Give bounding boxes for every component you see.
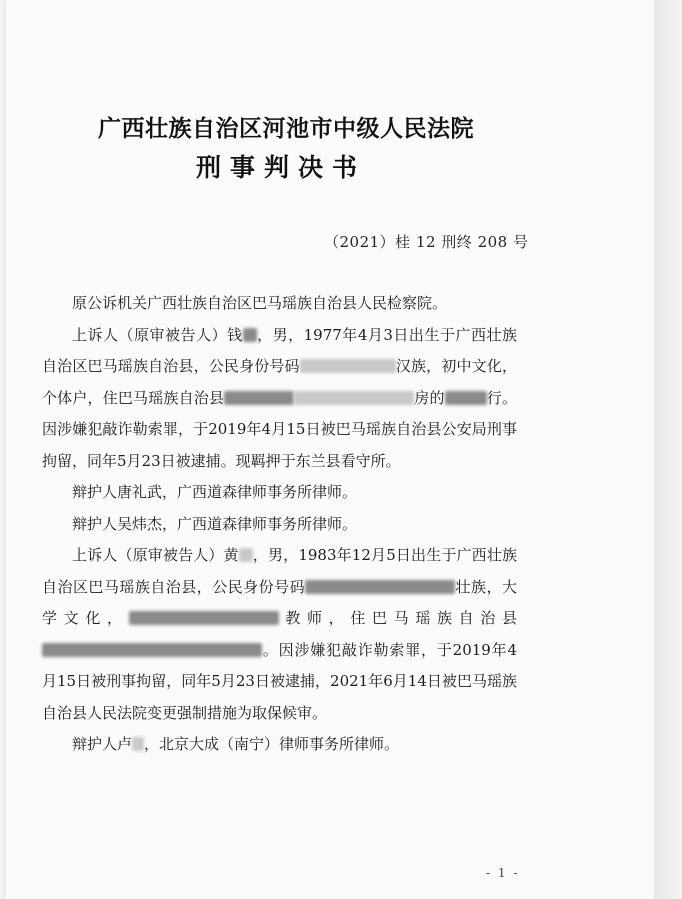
redaction xyxy=(305,580,455,594)
appellant-huang-birth: ，男，1983年12月5日出生于广西壮族自治区巴马瑶族自治县，公民身份号码 xyxy=(42,546,517,596)
case-number: （2021）桂 12 刑终 208 号 xyxy=(324,233,529,251)
redaction xyxy=(239,548,253,562)
defender-lu-intro: 辩护人卢 xyxy=(72,735,133,753)
appellant-huang-education: 壮族，大学文化， xyxy=(42,577,517,627)
redaction xyxy=(42,643,262,657)
appellant-huang-residence: 教师，住巴马瑶族自治县 xyxy=(278,609,517,627)
court-name: 广西壮族自治区河池市中级人民法院 xyxy=(98,116,474,142)
redaction xyxy=(224,391,294,405)
redaction xyxy=(294,391,414,405)
appellant-qian-birth: ，男，1977年4月3日出生于广西壮族自治区巴马瑶族自治县，公民身份号码 xyxy=(42,325,517,375)
document-page xyxy=(6,0,654,899)
appellant-huang-intro: 上诉人（原审被告人）黄 xyxy=(72,546,239,564)
appellant-qian-address-part: 房的 xyxy=(414,388,445,407)
redaction xyxy=(445,391,487,405)
appellant-qian-intro: 上诉人（原审被告人）钱 xyxy=(72,325,243,344)
defender-lu-firm: ，北京大成（南宁）律师事务所律师。 xyxy=(144,735,400,753)
paragraph-appellant-huang xyxy=(42,540,517,729)
viewer-background xyxy=(654,0,682,899)
redaction xyxy=(132,737,144,751)
appellant-qian-residence: 汉族，初中文化，个体户，住巴马瑶族自治县 xyxy=(42,357,517,407)
paragraph-prosecutor: 原公诉机关广西壮族自治区巴马瑶族自治县人民检察院。 xyxy=(72,294,448,312)
paragraph-appellant-qian xyxy=(42,320,517,478)
paragraph-defender-lu xyxy=(42,729,517,761)
appellant-qian-detention: 行。因涉嫌犯敲诈勒索罪，于2019年4月15日被巴马瑶族自治县公安局刑事拘留，同年5月23日被逮捕。现羁押于东兰县看守所。 xyxy=(42,388,517,470)
document-type-title: 刑事判决书 xyxy=(196,153,367,182)
paragraph-defender-tang: 辩护人唐礼武，广西道森律师事务所律师。 xyxy=(72,483,358,501)
judgment-body xyxy=(42,288,517,761)
appellant-huang-detention: 。因涉嫌犯敲诈勒索罪，于2019年4月15日被刑事拘留，同年5月23日被逮捕，2021年6月14日被巴马瑶族自治县人民法院变更强制措施为取保候审。 xyxy=(42,640,517,722)
redaction xyxy=(129,611,279,625)
page-number: - 1 - xyxy=(486,866,520,880)
redaction xyxy=(243,328,257,342)
paragraph-defender-wu: 辩护人吴炜杰，广西道森律师事务所律师。 xyxy=(72,514,358,533)
redaction xyxy=(300,359,396,373)
